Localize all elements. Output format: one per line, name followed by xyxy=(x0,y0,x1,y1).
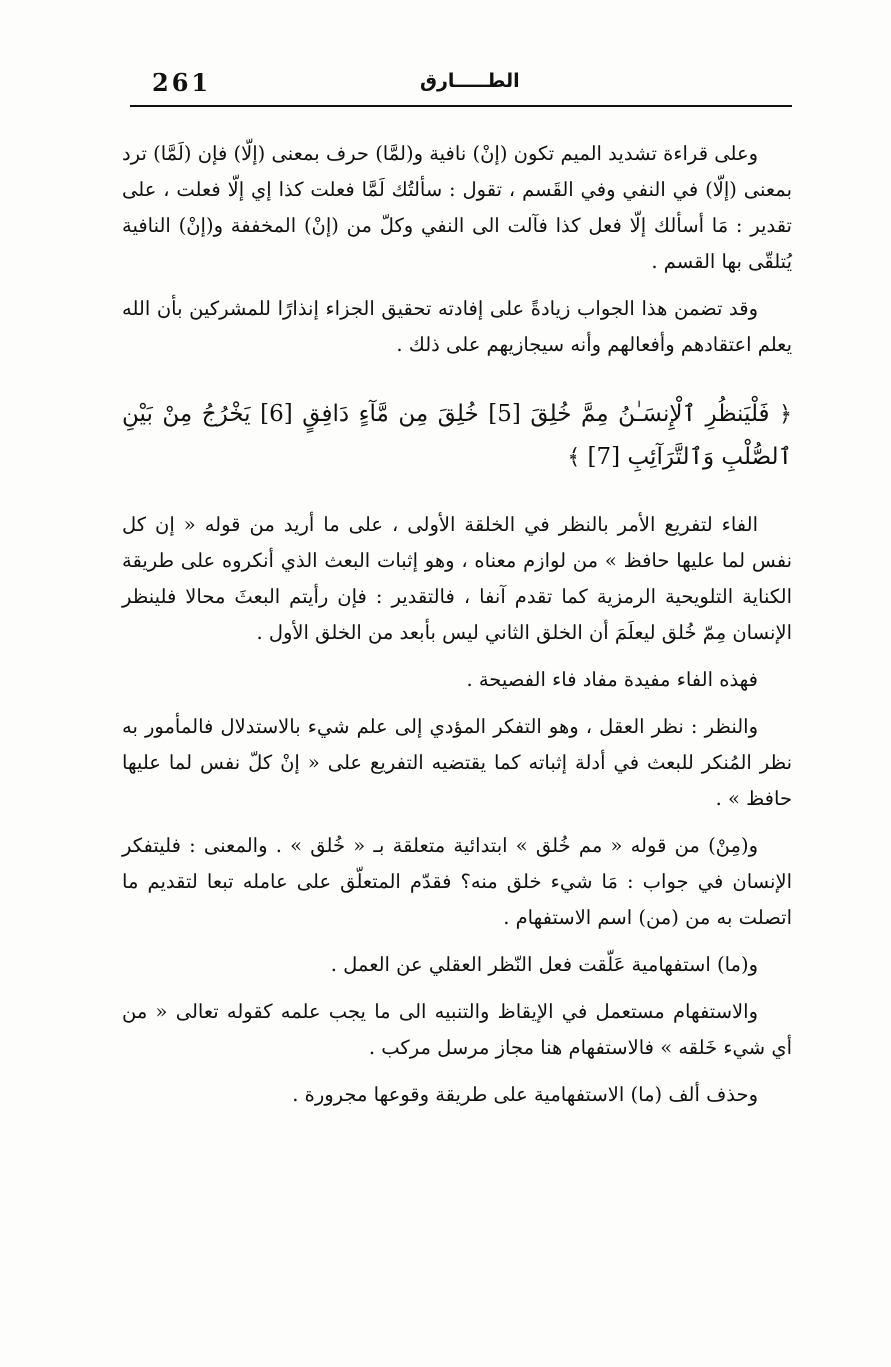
quran-verse-text: فَلْيَنظُرِ ٱلْإِنسَـٰنُ مِمَّ خُلِقَ [5] خُلِقَ مِن مَّآءٍ دَافِقٍ [6] يَخْرُجُ مِنْ بَيْنِ ٱلصُّلْبِ وَٱلتَّرَآئِبِ [7] xyxy=(122,401,792,470)
paragraph-3: الفاء لتفريع الأمر بالنظر في الخلقة الأولى ، على ما أريد من قوله « إن كل نفس لما عليها حافظ » من لوازم معناه ، وهو إثبات البعث الذي أنكروه على طريقة الكناية التلويحية الرمزية كما تقدم آنفا ، فالتقدير : فإن رأيتم البعثَ محالا فلينظر الإنسان مِمّ خُلق ليعلَمَ أن الخلق الثاني ليس بأبعد من الخلق الأول . xyxy=(122,513,792,644)
paragraph-9: وحذف ألف (ما) الاستفهامية على طريقة وقوعها مجرورة . xyxy=(292,1083,758,1106)
quran-open-brace: ﴿ xyxy=(779,402,793,427)
page-header xyxy=(130,62,792,106)
paragraph-7: و(ما) استفهامية عَلّقت فعل النّظر العقلي عن العمل . xyxy=(330,953,758,976)
paragraph-6: و(مِنْ) من قوله « مم خُلق » ابتدائية متعلقة بـ « خُلق » . والمعنى : فليتفكر الإنسان في جواب : مَا شيء خلق منه؟ فقدّم المتعلّق على عامله تبعا لتقديم ما اتصلت به من (من) اسم الاستفهام . xyxy=(122,834,792,929)
header-rule xyxy=(130,105,792,107)
page-number: 261 xyxy=(152,68,212,97)
quran-close-brace: ﴾ xyxy=(567,445,581,470)
paragraph-2: وقد تضمن هذا الجواب زيادةً على إفادته تحقيق الجزاء إنذارًا للمشركين بأن الله يعلم اعتقادهم وأفعالهم وأنه سيجازيهم على ذلك . xyxy=(122,297,792,356)
paragraph-1: وعلى قراءة تشديد الميم تكون (إنْ) نافية و(لمَّا) حرف بمعنى (إلّا) فإن (لَمَّا) ترد بمعنى (إلّا) في النفي وفي القَسم ، تقول : سألتُك لَمَّا فعلت كذا إي إلّا فعلت ، على تقدير : مَا أسألك إلّا فعل كذا فآلت الى النفي وكلّ من (إنْ) المخففة و(إنْ) النافية يُتلقّى بها القسم . xyxy=(122,142,792,273)
running-title: الطـــــارق xyxy=(420,70,520,92)
paragraph-4: فهذه الفاء مفيدة مفاد فاء الفصيحة . xyxy=(466,668,758,691)
paragraph-5: والنظر : نظر العقل ، وهو التفكر المؤدي إلى علم شيء بالاستدلال فالمأمور به نظر المُنكر للبعث في أدلة إثباته كما يقتضيه التفريع على « إنْ كلّ نفس لما عليها حافظ » . xyxy=(122,715,792,810)
quran-verse xyxy=(122,393,792,479)
body-text xyxy=(122,136,792,1124)
paragraph-8: والاستفهام مستعمل في الإيقاظ والتنبيه الى ما يجب علمه كقوله تعالى « من أي شيء خَلقه » فالاستفهام هنا مجاز مرسل مركب . xyxy=(122,1000,792,1059)
